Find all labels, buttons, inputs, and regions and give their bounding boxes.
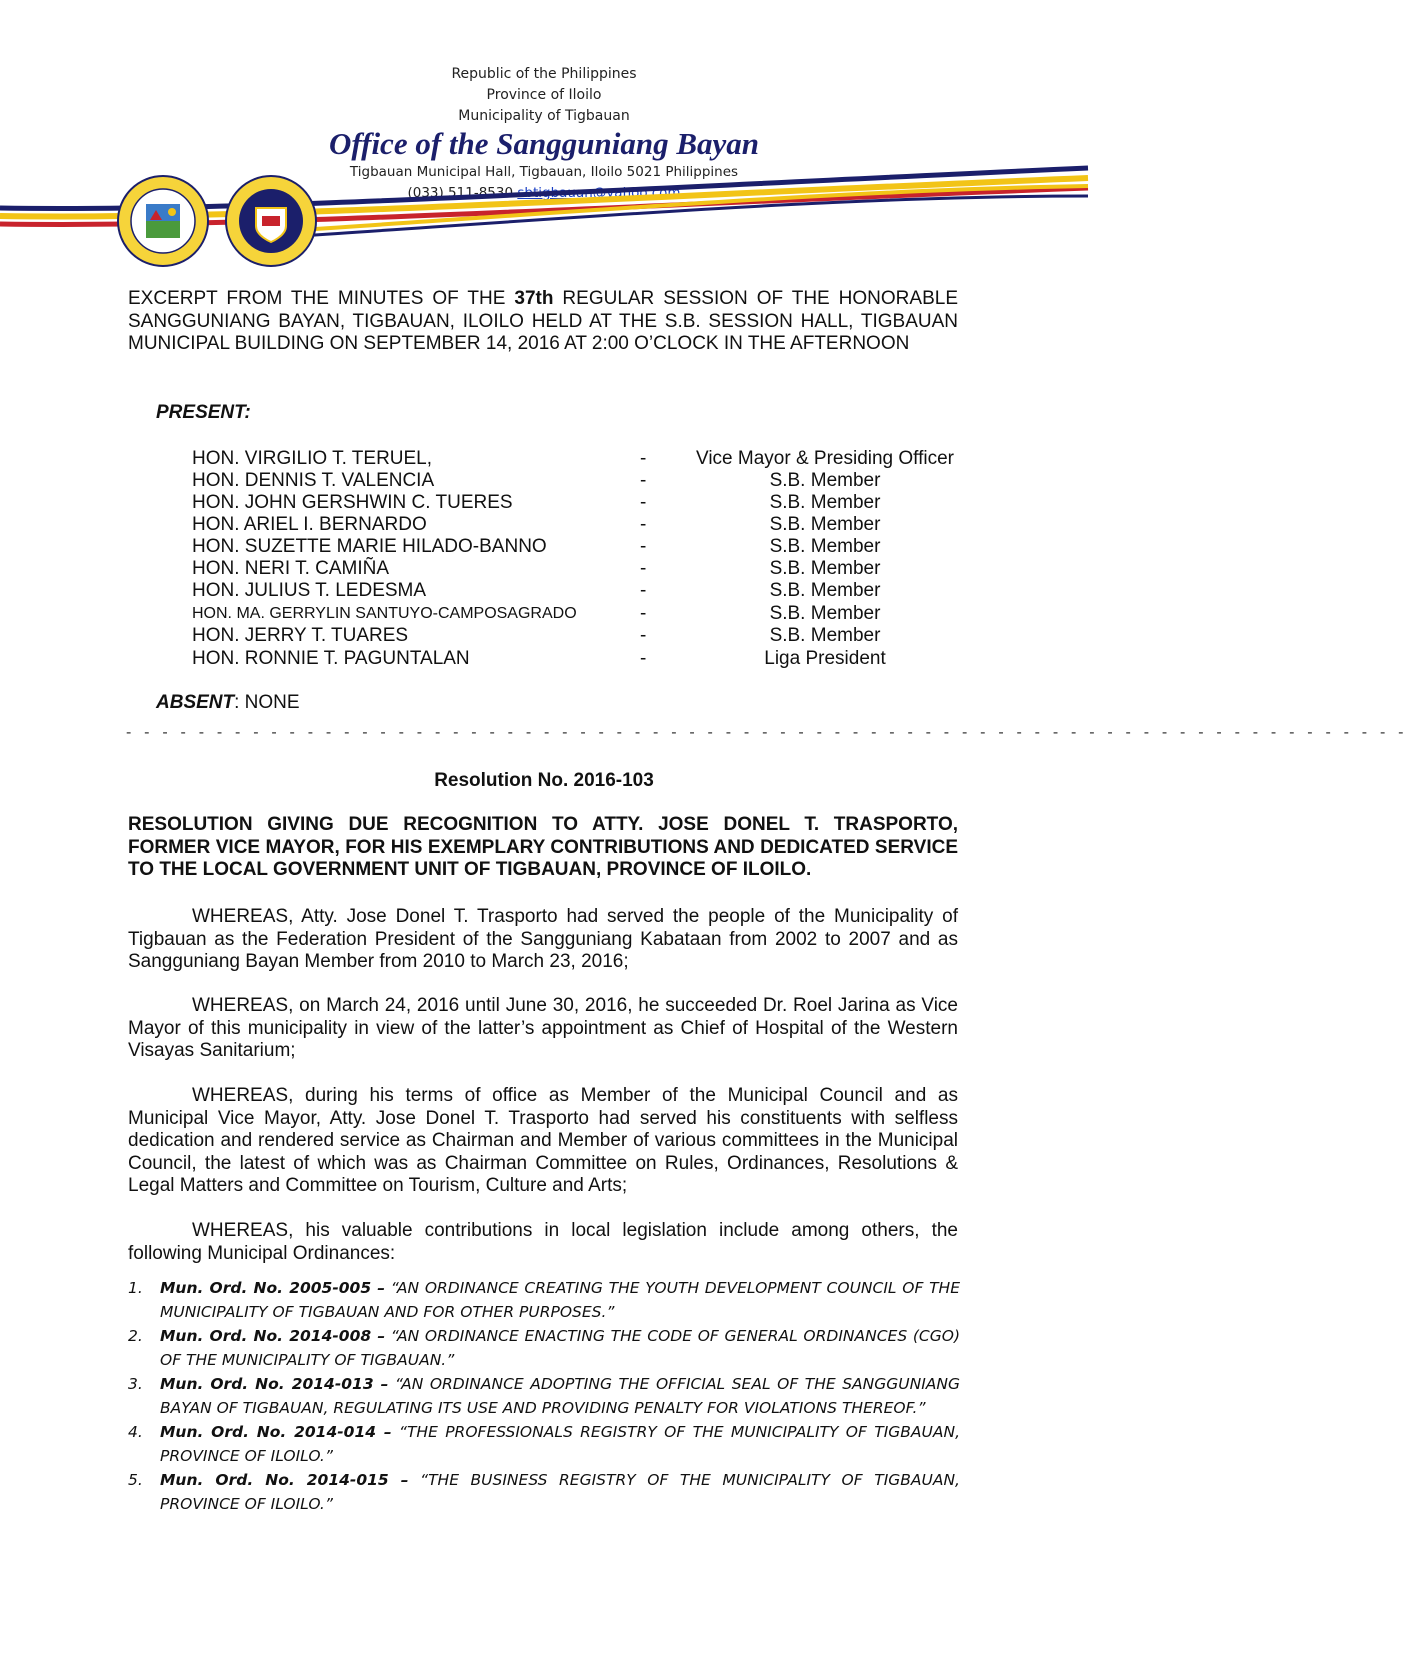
list-number: 4. — [128, 1423, 143, 1441]
minutes-excerpt-heading — [128, 288, 958, 356]
section-divider: - - - - - - - - - - - - - - - - - - - - - - - - - - - - - - - - - - - - - - - - - - - - - - - - - - - - - - - - - - - - - - - - - - - - - - - — [126, 724, 1408, 741]
list-item — [128, 1468, 960, 1516]
member-row — [0, 648, 1088, 670]
member-role: S.B. Member — [769, 625, 881, 646]
member-name: HON. ARIEL I. BERNARDO — [192, 514, 427, 535]
municipality-seal-icon — [116, 174, 210, 268]
member-name: HON. NERI T. CAMIÑA — [192, 558, 390, 579]
member-row — [0, 514, 1088, 536]
resolution-title: RESOLUTION GIVING DUE RECOGNITION TO ATTY. JOSE DONEL T. TRASPORTO, FORMER VICE MAYOR, FOR HIS EXEMPLARY CONTRIBUTIONS AND DEDICATED SERVICE TO THE LOCAL GOVERNMENT UNIT OF TIGBAUAN, PROVINCE OF ILOILO. — [128, 814, 958, 880]
member-dash: - — [640, 448, 647, 469]
sangguniang-bayan-seal-icon — [224, 174, 318, 268]
member-role: Vice Mayor & Presiding Officer — [695, 448, 954, 469]
ordinance-title: “AN ORDINANCE CREATING THE YOUTH DEVELOPMENT COUNCIL OF THE MUNICIPALITY OF TIGBAUAN AND FOR OTHER PURPOSES.” — [160, 1279, 960, 1321]
ordinance-ref: Mun. Ord. No. 2014-015 – — [160, 1471, 409, 1489]
ordinance-ref: Mun. Ord. No. 2014-008 – — [160, 1327, 386, 1345]
member-role: S.B. Member — [769, 603, 881, 624]
member-role: S.B. Member — [769, 492, 881, 513]
letterhead-province: Province of Iloilo — [486, 87, 602, 103]
member-dash: - — [640, 648, 647, 669]
member-name: HON. VIRGILIO T. TERUEL, — [192, 448, 433, 469]
member-dash: - — [640, 514, 647, 535]
member-role: Liga President — [764, 648, 886, 669]
letterhead-municipality: Municipality of Tigbauan — [458, 108, 630, 124]
list-item — [128, 1372, 960, 1420]
ordinance-ref: Mun. Ord. No. 2014-013 – — [160, 1375, 389, 1393]
whereas-paragraph: WHEREAS, Atty. Jose Donel T. Trasporto had served the people of the Municipality of Tigbauan as the Federation President of the Sangguniang Kabataan from 2002 to 2007 and as Sangguniang Bayan Member from 2010 to March 23, 2016; — [128, 906, 958, 972]
member-role: S.B. Member — [769, 536, 881, 557]
member-name: HON. JULIUS T. LEDESMA — [192, 580, 427, 601]
absent-label: ABSENT — [156, 692, 235, 713]
member-row — [0, 558, 1088, 580]
member-name: HON. DENNIS T. VALENCIA — [192, 470, 435, 491]
resolution-number: Resolution No. 2016-103 — [434, 770, 654, 791]
office-title: Office of the Sangguniang Bayan — [328, 126, 760, 161]
absent-value: : NONE — [234, 692, 300, 713]
list-number: 3. — [128, 1375, 143, 1393]
member-name: HON. RONNIE T. PAGUNTALAN — [192, 648, 470, 669]
member-role: S.B. Member — [769, 558, 881, 579]
present-label: PRESENT: — [156, 402, 251, 423]
member-name: HON. SUZETTE MARIE HILADO-BANNO — [192, 536, 547, 557]
member-row — [0, 580, 1088, 602]
whereas-paragraph: WHEREAS, during his terms of office as Member of the Municipal Council and as Municipal Vice Mayor, Atty. Jose Donel T. Trasporto had served his constituents with selfless dedication and rendered service as Chairman and Member of various committees in the Municipal Council, the latest of which was as Chairman Committee on Rules, Ordinances, Resolutions & Legal Matters and Committee on Tourism, Culture and Arts; — [128, 1085, 958, 1196]
list-item — [128, 1324, 960, 1372]
session-number: 37th — [514, 288, 554, 309]
member-dash: - — [640, 492, 647, 513]
letterhead-republic: Republic of the Philippines — [451, 66, 637, 82]
ordinance-title: “THE BUSINESS REGISTRY OF THE MUNICIPALITY OF TIGBAUAN, PROVINCE OF ILOILO.” — [160, 1471, 960, 1513]
member-dash: - — [640, 536, 647, 557]
ordinance-list — [128, 1276, 960, 1516]
whereas-paragraph: WHEREAS, his valuable contributions in local legislation include among others, the following Municipal Ordinances: — [128, 1220, 958, 1264]
member-name: HON. JERRY T. TUARES — [192, 625, 409, 646]
ordinance-title: “AN ORDINANCE ADOPTING THE OFFICIAL SEAL OF THE SANGGUNIANG BAYAN OF TIGBAUAN, REGULATING ITS USE AND PROVIDING PENALTY FOR VIOLATIONS THEREOF.” — [160, 1375, 960, 1417]
ordinance-title: “AN ORDINANCE ENACTING THE CODE OF GENERAL ORDINANCES (CGO) OF THE MUNICIPALITY OF TIGBAUAN.” — [160, 1327, 960, 1369]
member-role: S.B. Member — [769, 470, 881, 491]
excerpt-text-1: EXCERPT FROM THE MINUTES OF THE — [128, 288, 515, 309]
member-role: S.B. Member — [769, 514, 881, 535]
absent-line — [156, 692, 300, 714]
email-link[interactable]: sbtigbauan@yahoo.com — [517, 185, 681, 201]
ordinance-ref: Mun. Ord. No. 2005-005 – — [160, 1279, 386, 1297]
list-number: 1. — [128, 1279, 143, 1297]
member-row — [0, 448, 1088, 470]
member-dash: - — [640, 558, 647, 579]
member-row — [0, 492, 1088, 514]
list-number: 5. — [128, 1471, 143, 1489]
list-item — [128, 1420, 960, 1468]
letterhead-phone: (033) 511-8530 — [407, 185, 518, 201]
member-role: S.B. Member — [769, 580, 881, 601]
excerpt-text-2: REGULAR SESSION OF THE HONORABLE SANGGUNIANG BAYAN, TIGBAUAN, ILOILO HELD AT THE S.B. SESSION HALL, TIGBAUAN MUNICIPAL BUILDING ON SEPTEMBER 14, 2016 AT 2:00 O’CLOCK IN THE AFTERNOON — [128, 288, 958, 354]
member-dash: - — [640, 625, 647, 646]
member-row — [0, 470, 1088, 492]
whereas-paragraph: WHEREAS, on March 24, 2016 until June 30, 2016, he succeeded Dr. Roel Jarina as Vice Mayor of this municipality in view of the latter’s appointment as Chief of Hospital of the Western Visayas Sanitarium; — [128, 995, 958, 1061]
list-number: 2. — [128, 1327, 143, 1345]
member-name: HON. JOHN GERSHWIN C. TUERES — [192, 492, 513, 513]
ordinance-ref: Mun. Ord. No. 2014-014 – — [160, 1423, 392, 1441]
ordinance-title: “THE PROFESSIONALS REGISTRY OF THE MUNICIPALITY OF TIGBAUAN, PROVINCE OF ILOILO.” — [160, 1423, 960, 1465]
member-name: HON. MA. GERRYLIN SANTUYO-CAMPOSAGRADO — [192, 605, 577, 622]
letterhead-address: Tigbauan Municipal Hall, Tigbauan, Iloilo 5021 Philippines — [349, 164, 739, 180]
member-row — [0, 625, 1088, 647]
list-item — [128, 1276, 960, 1324]
member-row — [0, 603, 1088, 625]
member-dash: - — [640, 580, 647, 601]
member-dash: - — [640, 470, 647, 491]
member-row — [0, 536, 1088, 558]
member-dash: - — [640, 603, 647, 624]
